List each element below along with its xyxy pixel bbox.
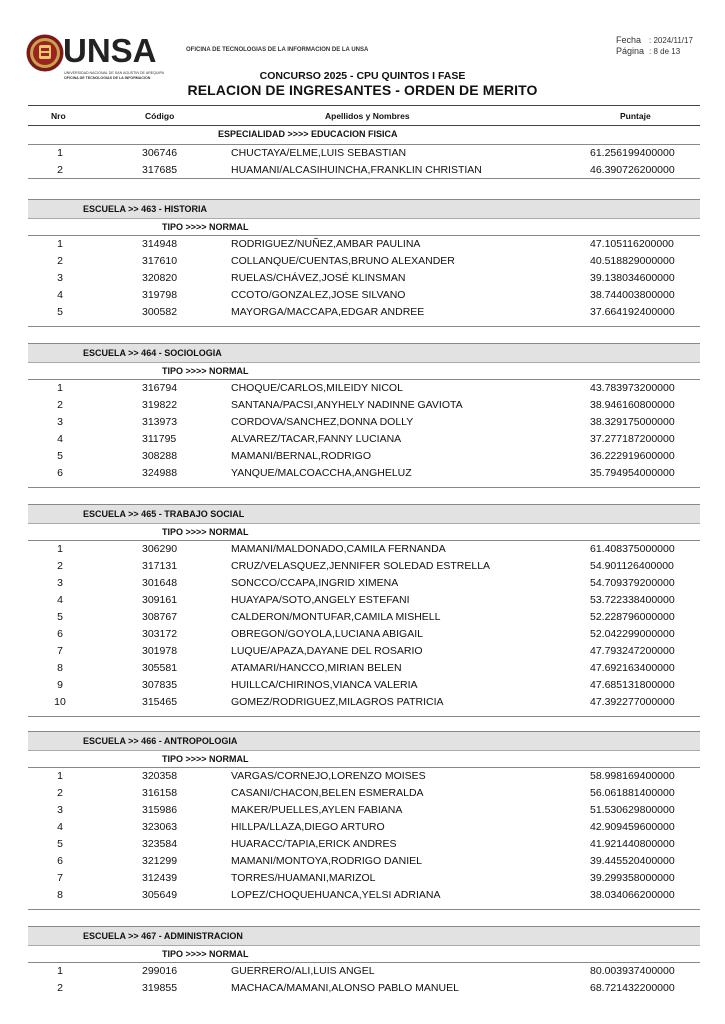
table-row <box>0 467 725 484</box>
tipo-divider <box>28 962 700 963</box>
row-codigo: 323063 <box>142 821 178 833</box>
row-nombre: MAYORGA/MACCAPA,EDGAR ANDREE <box>231 306 425 318</box>
row-nro: 2 <box>57 399 63 411</box>
date-value: : 2024/11/17 <box>649 36 693 45</box>
row-nro: 2 <box>57 164 63 176</box>
page-label: Página <box>616 46 645 56</box>
row-nro: 5 <box>57 611 63 623</box>
table-row <box>0 611 725 628</box>
row-nombre: HILLPA/LLAZA,DIEGO ARTURO <box>231 821 385 833</box>
row-codigo: 311795 <box>142 433 177 445</box>
table-row <box>0 982 725 999</box>
office-name: OFICINA DE TECNOLOGIAS DE LA INFORMACION DE LA UNSA <box>186 47 369 53</box>
row-codigo: 305581 <box>142 662 178 674</box>
row-nombre: ATAMARI/HANCCO,MIRIAN BELEN <box>231 662 402 674</box>
row-puntaje: 58.998169400000 <box>590 770 675 782</box>
row-puntaje: 35.794954000000 <box>590 467 675 479</box>
school-heading <box>28 504 700 524</box>
logo-university-name: UNIVERSIDAD NACIONAL DE SAN AGUSTIN DE AREQUIPA <box>64 71 165 75</box>
section-divider <box>28 487 700 488</box>
row-codigo: 301978 <box>142 645 178 657</box>
row-nro: 4 <box>57 821 63 833</box>
row-nombre: VARGAS/CORNEJO,LORENZO MOISES <box>231 770 426 782</box>
row-codigo: 301648 <box>142 577 178 589</box>
row-nro: 1 <box>57 543 63 555</box>
column-header-codigo: Código <box>145 111 175 121</box>
row-codigo: 299016 <box>142 965 178 977</box>
row-codigo: 319855 <box>142 982 178 994</box>
row-nombre: GUERRERO/ALI,LUIS ANGEL <box>231 965 375 977</box>
table-row <box>0 889 725 906</box>
tipo-heading: TIPO >>>> NORMAL <box>162 222 249 232</box>
column-header-puntaje: Puntaje <box>620 111 651 121</box>
table-row <box>0 577 725 594</box>
date-row <box>616 35 693 46</box>
row-nro: 2 <box>57 982 63 994</box>
university-seal-icon <box>26 34 64 72</box>
row-puntaje: 54.901126400000 <box>590 560 674 572</box>
table-row <box>0 855 725 872</box>
table-header <box>28 105 700 126</box>
row-puntaje: 47.392277000000 <box>590 696 675 708</box>
row-nro: 7 <box>57 645 63 657</box>
row-puntaje: 38.329175000000 <box>590 416 675 428</box>
row-puntaje: 53.722338400000 <box>590 594 675 606</box>
row-puntaje: 47.793247200000 <box>590 645 675 657</box>
logo-office-name: OFICINA DE TECNOLOGIAS DE LA INFORMACION <box>64 76 151 80</box>
row-nombre: MACHACA/MAMANI,ALONSO PABLO MANUEL <box>231 982 459 994</box>
row-puntaje: 42.909459600000 <box>590 821 675 833</box>
row-nro: 4 <box>57 594 63 606</box>
school-heading <box>28 343 700 363</box>
specialty-heading: ESPECIALIDAD >>>> EDUCACION FISICA <box>218 129 398 139</box>
section-divider <box>28 909 700 910</box>
row-nro: 7 <box>57 872 63 884</box>
school-label: ESCUELA >> 464 - SOCIOLOGIA <box>83 348 222 358</box>
section-divider <box>28 326 700 327</box>
row-nombre: TORRES/HUAMANI,MARIZOL <box>231 872 376 884</box>
row-nro: 3 <box>57 804 63 816</box>
section-divider <box>28 178 700 179</box>
row-nombre: OBREGON/GOYOLA,LUCIANA ABIGAIL <box>231 628 423 640</box>
row-nombre: RUELAS/CHÁVEZ,JOSÉ KLINSMAN <box>231 272 406 284</box>
row-nombre: CORDOVA/SANCHEZ,DONNA DOLLY <box>231 416 414 428</box>
row-codigo: 313973 <box>142 416 178 428</box>
row-nombre: YANQUE/MALCOACCHA,ANGHELUZ <box>231 467 412 479</box>
row-codigo: 317610 <box>142 255 178 267</box>
row-codigo: 315986 <box>142 804 178 816</box>
table-row <box>0 645 725 662</box>
table-row <box>0 696 725 713</box>
school-label: ESCUELA >> 463 - HISTORIA <box>83 204 208 214</box>
row-codigo: 306290 <box>142 543 178 555</box>
table-row <box>0 770 725 787</box>
row-codigo: 320358 <box>142 770 178 782</box>
row-nro: 8 <box>57 889 63 901</box>
tipo-heading: TIPO >>>> NORMAL <box>162 754 249 764</box>
row-nombre: HUILLCA/CHIRINOS,VIANCA VALERIA <box>231 679 418 691</box>
row-codigo: 312439 <box>142 872 178 884</box>
row-puntaje: 37.277187200000 <box>590 433 675 445</box>
table-row <box>0 255 725 272</box>
table-row <box>0 560 725 577</box>
table-row <box>0 399 725 416</box>
row-nombre: CASANI/CHACON,BELEN ESMERALDA <box>231 787 424 799</box>
table-row <box>0 838 725 855</box>
row-nombre: RODRIGUEZ/NUÑEZ,AMBAR PAULINA <box>231 238 421 250</box>
row-nro: 1 <box>57 382 63 394</box>
row-puntaje: 68.721432200000 <box>590 982 675 994</box>
row-puntaje: 52.042299000000 <box>590 628 675 640</box>
report-title: RELACION DE INGRESANTES - ORDEN DE MERITO <box>187 82 538 98</box>
row-nro: 5 <box>57 450 63 462</box>
row-nro: 3 <box>57 272 63 284</box>
row-nombre: COLLANQUE/CUENTAS,BRUNO ALEXANDER <box>231 255 455 267</box>
row-codigo: 308288 <box>142 450 178 462</box>
table-row <box>0 416 725 433</box>
row-nombre: CALDERON/MONTUFAR,CAMILA MISHELL <box>231 611 441 623</box>
row-nombre: ALVAREZ/TACAR,FANNY LUCIANA <box>231 433 402 445</box>
school-label: ESCUELA >> 465 - TRABAJO SOCIAL <box>83 509 245 519</box>
row-puntaje: 41.921440800000 <box>590 838 675 850</box>
row-puntaje: 52.228796000000 <box>590 611 675 623</box>
row-codigo: 315465 <box>142 696 178 708</box>
row-codigo: 307835 <box>142 679 178 691</box>
row-nombre: MAMANI/MONTOYA,RODRIGO DANIEL <box>231 855 422 867</box>
row-puntaje: 56.061881400000 <box>590 787 675 799</box>
row-codigo: 317685 <box>142 164 178 176</box>
row-puntaje: 40.518829000000 <box>590 255 675 267</box>
column-header-nombres: Apellidos y Nombres <box>325 111 410 121</box>
row-nro: 2 <box>57 255 63 267</box>
table-row <box>0 787 725 804</box>
row-puntaje: 61.256199400000 <box>590 147 675 159</box>
row-codigo: 320820 <box>142 272 178 284</box>
row-puntaje: 38.744003800000 <box>590 289 675 301</box>
table-row <box>0 433 725 450</box>
school-heading <box>28 926 700 946</box>
page-row <box>616 46 693 57</box>
logo-wordmark: UNSA <box>63 32 157 69</box>
table-row <box>0 147 725 164</box>
row-codigo: 321299 <box>142 855 178 867</box>
row-nombre: HUARACC/TAPIA,ERICK ANDRES <box>231 838 397 850</box>
table-row <box>0 543 725 560</box>
row-puntaje: 36.222919600000 <box>590 450 675 462</box>
row-nombre: SONCCO/CCAPA,INGRID XIMENA <box>231 577 399 589</box>
table-row <box>0 272 725 289</box>
row-codigo: 319798 <box>142 289 178 301</box>
row-nro: 3 <box>57 416 63 428</box>
row-nro: 4 <box>57 433 63 445</box>
row-nro: 6 <box>57 628 63 640</box>
row-nro: 1 <box>57 238 63 250</box>
table-row <box>0 594 725 611</box>
row-nombre: MAMANI/MALDONADO,CAMILA FERNANDA <box>231 543 446 555</box>
tipo-divider <box>28 540 700 541</box>
row-codigo: 319822 <box>142 399 178 411</box>
table-row <box>0 965 725 982</box>
row-nombre: GOMEZ/RODRIGUEZ,MILAGROS PATRICIA <box>231 696 444 708</box>
school-label: ESCUELA >> 466 - ANTROPOLOGIA <box>83 736 238 746</box>
row-puntaje: 47.105116200000 <box>590 238 674 250</box>
row-nro: 6 <box>57 855 63 867</box>
tipo-divider <box>28 767 700 768</box>
date-label: Fecha <box>616 35 642 45</box>
tipo-heading: TIPO >>>> NORMAL <box>162 949 249 959</box>
row-puntaje: 61.408375000000 <box>590 543 675 555</box>
row-puntaje: 43.783973200000 <box>590 382 675 394</box>
row-nro: 6 <box>57 467 63 479</box>
row-nombre: SANTANA/PACSI,ANYHELY NADINNE GAVIOTA <box>231 399 463 411</box>
section-divider <box>28 716 700 717</box>
row-puntaje: 46.390726200000 <box>590 164 675 176</box>
tipo-heading: TIPO >>>> NORMAL <box>162 366 249 376</box>
row-nro: 5 <box>57 838 63 850</box>
row-nro: 8 <box>57 662 63 674</box>
table-row <box>0 821 725 838</box>
row-codigo: 323584 <box>142 838 178 850</box>
school-label: ESCUELA >> 467 - ADMINISTRACION <box>83 931 243 941</box>
row-nombre: CHOQUE/CARLOS,MILEIDY NICOL <box>231 382 403 394</box>
row-codigo: 316794 <box>142 382 178 394</box>
row-codigo: 317131 <box>142 560 178 572</box>
row-nombre: CHUCTAYA/ELME,LUIS SEBASTIAN <box>231 147 407 159</box>
row-nombre: LOPEZ/CHOQUEHUANCA,YELSI ADRIANA <box>231 889 441 901</box>
row-codigo: 305649 <box>142 889 178 901</box>
school-heading <box>28 731 700 751</box>
row-codigo: 324988 <box>142 467 178 479</box>
contest-title: CONCURSO 2025 - CPU QUINTOS I FASE <box>259 70 466 82</box>
row-nro: 1 <box>57 965 63 977</box>
row-codigo: 309161 <box>142 594 178 606</box>
tipo-divider <box>28 379 700 380</box>
row-puntaje: 39.299358000000 <box>590 872 675 884</box>
table-row <box>0 628 725 645</box>
row-puntaje: 47.685131800000 <box>590 679 675 691</box>
table-row <box>0 306 725 323</box>
row-puntaje: 38.946160800000 <box>590 399 675 411</box>
row-puntaje: 39.138034600000 <box>590 272 675 284</box>
tipo-heading: TIPO >>>> NORMAL <box>162 527 249 537</box>
row-nro: 1 <box>57 770 63 782</box>
row-nombre: HUAYAPA/SOTO,ANGELY ESTEFANI <box>231 594 410 606</box>
tipo-divider <box>28 235 700 236</box>
row-nro: 4 <box>57 289 63 301</box>
row-puntaje: 80.003937400000 <box>590 965 675 977</box>
row-puntaje: 54.709379200000 <box>590 577 675 589</box>
row-codigo: 306746 <box>142 147 178 159</box>
row-nombre: HUAMANI/ALCASIHUINCHA,FRANKLIN CHRISTIAN <box>231 164 482 176</box>
row-nro: 10 <box>54 696 66 708</box>
row-codigo: 300582 <box>142 306 178 318</box>
row-puntaje: 39.445520400000 <box>590 855 675 867</box>
document-meta <box>616 35 693 57</box>
row-puntaje: 38.034066200000 <box>590 889 675 901</box>
row-codigo: 308767 <box>142 611 178 623</box>
row-nombre: MAMANI/BERNAL,RODRIGO <box>231 450 372 462</box>
table-row <box>0 662 725 679</box>
row-codigo: 316158 <box>142 787 178 799</box>
column-header-nro: Nro <box>51 111 66 121</box>
table-row <box>0 872 725 889</box>
row-nro: 5 <box>57 306 63 318</box>
row-nombre: MAKER/PUELLES,AYLEN FABIANA <box>231 804 403 816</box>
table-row <box>0 450 725 467</box>
table-row <box>0 679 725 696</box>
row-puntaje: 37.664192400000 <box>590 306 675 318</box>
page-value: : 8 de 13 <box>649 47 681 56</box>
row-nombre: LUQUE/APAZA,DAYANE DEL ROSARIO <box>231 645 423 657</box>
table-row <box>0 382 725 399</box>
row-nro: 2 <box>57 787 63 799</box>
row-nro: 9 <box>57 679 63 691</box>
row-nombre: CCOTO/GONZALEZ,JOSE SILVANO <box>231 289 406 301</box>
row-codigo: 314948 <box>142 238 178 250</box>
row-nombre: CRUZ/VELASQUEZ,JENNIFER SOLEDAD ESTRELLA <box>231 560 491 572</box>
row-nro: 1 <box>57 147 63 159</box>
row-puntaje: 51.530629800000 <box>590 804 675 816</box>
row-codigo: 303172 <box>142 628 178 640</box>
school-heading <box>28 199 700 219</box>
table-row <box>0 289 725 306</box>
specialty-divider <box>28 144 700 145</box>
row-nro: 2 <box>57 560 63 572</box>
table-row <box>0 238 725 255</box>
table-row <box>0 804 725 821</box>
row-puntaje: 47.692163400000 <box>590 662 675 674</box>
row-nro: 3 <box>57 577 63 589</box>
